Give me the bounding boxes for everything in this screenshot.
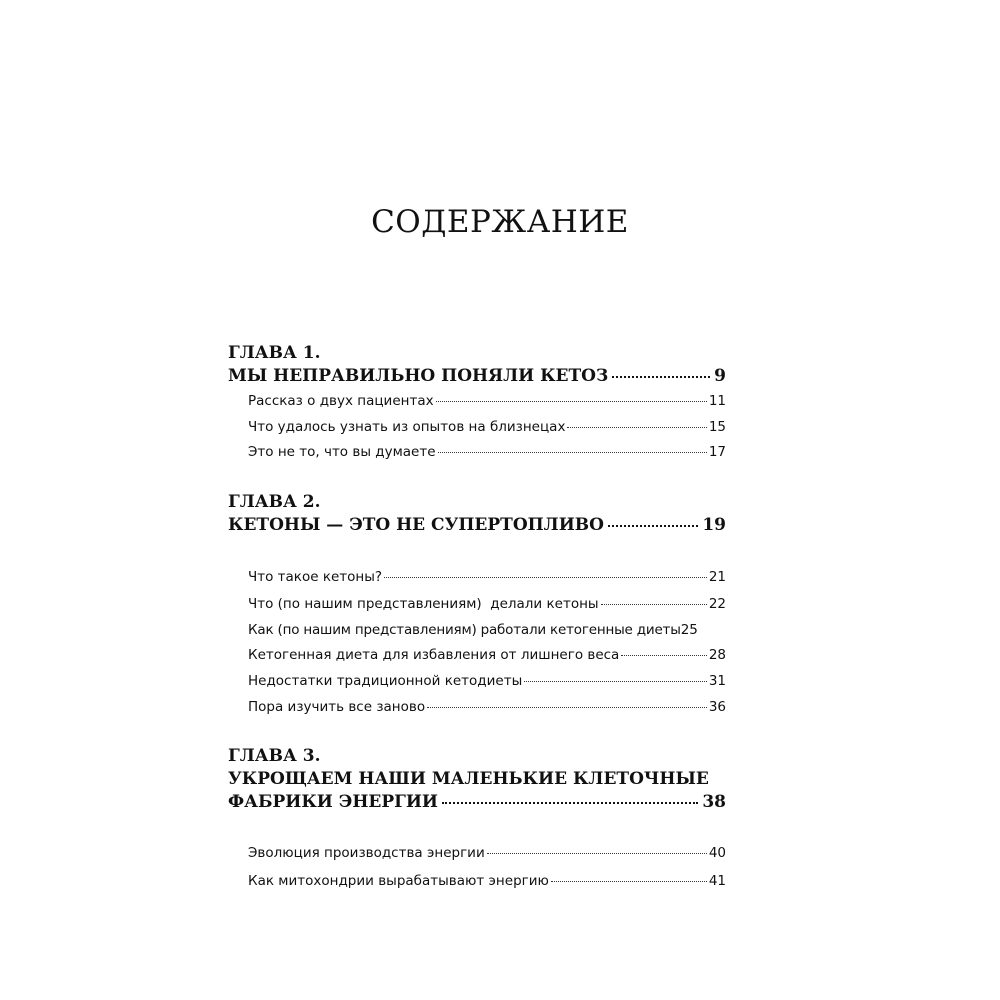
dot-leader xyxy=(601,604,707,605)
toc-entry xyxy=(248,391,726,411)
dot-leader xyxy=(442,802,698,804)
chapter-title: ФАБРИКИ ЭНЕРГИИ xyxy=(228,792,438,812)
chapter-page-number: 38 xyxy=(702,792,726,812)
entry-title: Это не то, что вы думаете xyxy=(248,444,436,460)
chapter-title-line xyxy=(228,365,726,388)
dot-leader xyxy=(427,707,707,708)
entry-title: Пора изучить все заново xyxy=(248,699,426,715)
entry-title: Что (по нашим представлениям) делали кетоны xyxy=(248,596,599,612)
chapter-label: ГЛАВА 3. xyxy=(228,746,321,766)
toc-entry xyxy=(248,671,726,691)
dot-leader xyxy=(438,452,707,453)
entry-page-number: 40 xyxy=(708,845,726,861)
chapter-2-heading xyxy=(228,491,726,537)
dot-leader xyxy=(436,401,707,402)
chapter-label: ГЛАВА 2. xyxy=(228,492,321,512)
entry-page-number: 17 xyxy=(708,444,726,460)
entry-page-number: 22 xyxy=(708,596,726,612)
chapter-1-heading xyxy=(228,342,726,388)
entry-page-number: 21 xyxy=(708,569,726,585)
entry-title: Кетогенная диета для избавления от лишнего веса xyxy=(248,647,620,663)
toc-entry xyxy=(248,697,726,717)
toc-entry xyxy=(248,645,726,665)
entry-title: Недостатки традиционной кетодиеты xyxy=(248,673,523,689)
dot-leader xyxy=(608,525,698,527)
toc-entry xyxy=(248,442,726,462)
dot-leader xyxy=(612,376,710,378)
page-title: СОДЕРЖАНИЕ xyxy=(371,204,629,240)
entry-title: Что такое кетоны? xyxy=(248,569,383,585)
toc-entry xyxy=(248,620,726,640)
toc-entry xyxy=(248,871,726,891)
toc-entry xyxy=(248,417,726,437)
dot-leader xyxy=(487,853,707,854)
entry-page-number: 28 xyxy=(708,647,726,663)
entry-title: Рассказ о двух пациентах xyxy=(248,393,434,409)
toc-entry xyxy=(248,843,726,863)
chapter-page-number: 9 xyxy=(714,366,726,386)
dot-leader xyxy=(524,681,707,682)
entry-page-number: 11 xyxy=(708,393,726,409)
toc-entry xyxy=(248,567,726,587)
toc-entry xyxy=(248,594,726,614)
chapter-page-number: 19 xyxy=(702,515,726,535)
entry-page-number: 36 xyxy=(708,699,726,715)
entry-title: Эволюция производства энергии xyxy=(248,845,485,861)
chapter-title-line xyxy=(228,791,726,814)
chapter-label: ГЛАВА 1. xyxy=(228,343,321,363)
chapter-title: МЫ НЕПРАВИЛЬНО ПОНЯЛИ КЕТОЗ xyxy=(228,366,609,386)
chapter-3-heading xyxy=(228,745,726,814)
entry-page-number: 41 xyxy=(708,873,726,889)
chapter-title-line xyxy=(228,514,726,537)
chapter-title: КЕТОНЫ — ЭТО НЕ СУПЕРТОПЛИВО xyxy=(228,515,604,535)
entry-page-number: 31 xyxy=(708,673,726,689)
entry-title: Как (по нашим представлениям) работали кетогенные диеты xyxy=(248,622,681,638)
dot-leader xyxy=(551,881,707,882)
entry-title: Как митохондрии вырабатывают энергию xyxy=(248,873,549,889)
dot-leader xyxy=(621,655,706,656)
chapter-title-line: УКРОЩАЕМ НАШИ МАЛЕНЬКИЕ КЛЕТОЧНЫЕ xyxy=(228,769,709,789)
dot-leader xyxy=(384,577,707,578)
entry-title: Что удалось узнать из опытов на близнецах xyxy=(248,419,566,435)
dot-leader xyxy=(567,427,706,428)
entry-page-number: 15 xyxy=(708,419,726,435)
entry-page-number: 25 xyxy=(680,622,698,638)
